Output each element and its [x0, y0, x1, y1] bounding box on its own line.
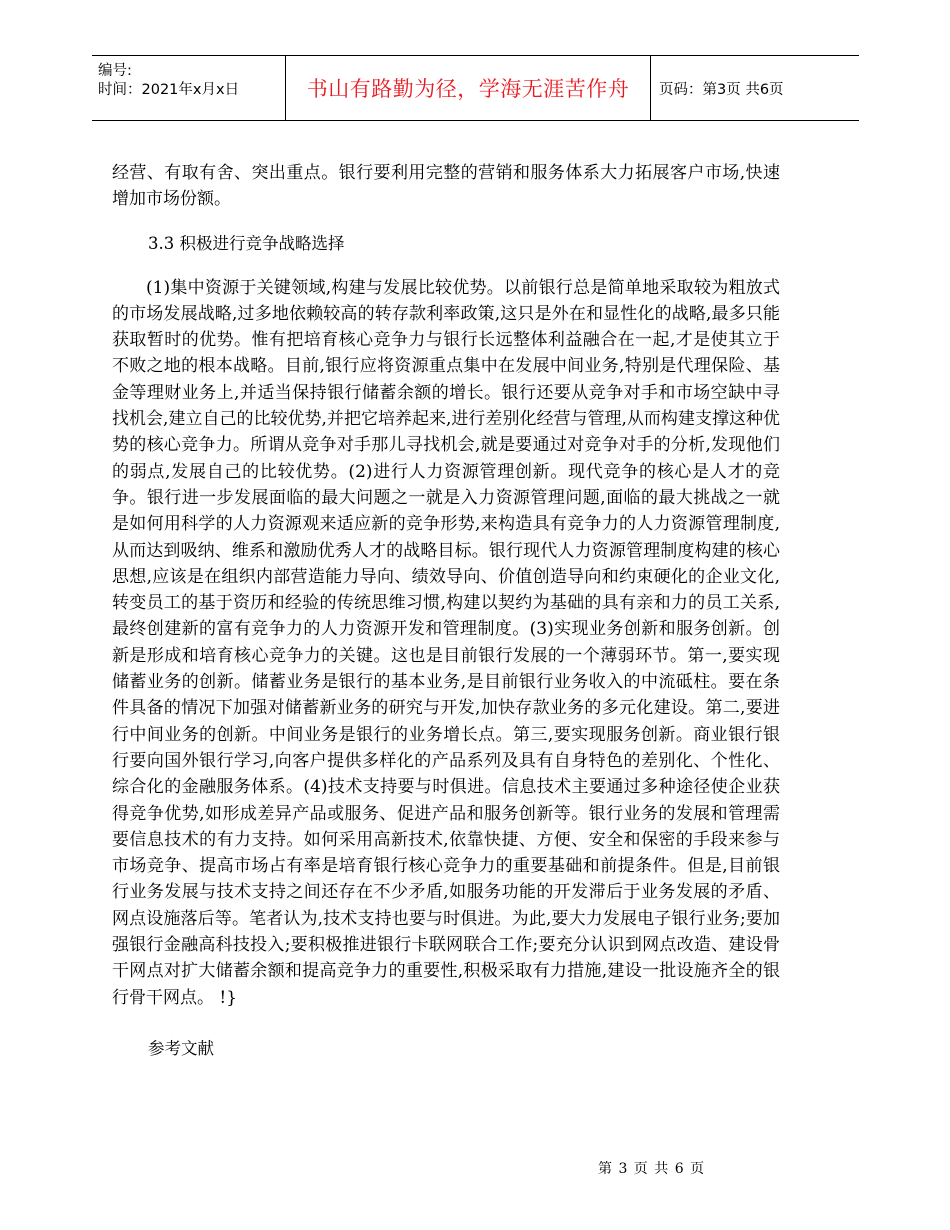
paragraph-continuation: 经营、有取有舍、突出重点。银行要利用完整的营销和服务体系大力拓展客户市场,快速增加市场份额。	[112, 163, 780, 210]
serial-label: 编号:	[98, 63, 132, 79]
page-header	[92, 55, 859, 121]
header-meta	[92, 56, 285, 120]
time-label: 时间：2021年x月x日	[98, 82, 240, 98]
references-heading: 参考文献	[148, 1038, 214, 1058]
document-body	[112, 160, 780, 1059]
section-heading: 3.3 积极进行竞争战略选择	[148, 233, 345, 253]
page-footer: 第 3 页 共 6 页	[598, 1161, 706, 1177]
header-page-label: 页码：第3页 共6页	[659, 81, 784, 98]
paragraph-main: (1)集中资源于关键领域,构建与发展比较优势。以前银行总是简单地采取较为粗放式的市场发展战略,过多地依赖较高的转存款利率政策,这只是外在和显性化的战略,最多只能获取暂时的优势。惟有把培育核心竞争力与银行长远整体利益融合在一起,才是使其立于不败之地的根本战略。目前,银行应将资源重点集中在发展中间业务,特别是代理保险、基金等理财业务上,并适当保持银行储蓄余额的增长。银行还要从竞争对手和市场空缺中寻找机会,建立自己的比较优势,并把它培养起来,进行差别化经营与管理,从而构建支撑这种优势的核心竞争力。所谓从竞争对手那儿寻找机会,就是要通过对竞争对手的分析,发现他们的弱点,发展自己的比较优势。(2)进行人力资源管理创新。现代竞争的核心是人才的竞争。银行进一步发展面临的最大问题之一就是入力资源管理问题,面临的最大挑战之一就是如何用科学的人力资源观来适应新的竞争形势,来构造具有竞争力的人力资源管理制度,从而达到吸纳、维系和激励优秀人才的战略目标。银行现代人力资源管理制度构建的核心思想,应该是在组织内部营造能力导向、绩效导向、价值创造导向和约束硬化的企业文化,转变员工的基于资历和经验的传统思维习惯,构建以契约为基础的具有亲和力的员工关系,最终创建新的富有竞争力的人力资源开发和管理制度。(3)实现业务创新和服务创新。创新是形成和培育核心竞争力的关键。这也是目前银行发展的一个薄弱环节。第一,要实现储蓄业务的创新。储蓄业务是银行的基本业务,是目前银行业务收入的中流砥柱。要在条件具备的情况下加强对储蓄新业务的研究与开发,加快存款业务的多元化建设。第二,要进行中间业务的创新。中间业务是银行的业务增长点。第三,要实现服务创新。商业银行银行要向国外银行学习,向客户提供多样化的产品系列及具有自身特色的差别化、个性化、综合化的金融服务体系。(4)技术支持要与时俱进。信息技术主要通过多种途径使企业获得竞争优势,如形成差异产品或服务、促进产品和服务创新等。银行业务的发展和管理需要信息技术的有力支持。如何采用高新技术,依靠快捷、方便、安全和保密的手段来参与市场竞争、提高市场占有率是培育银行核心竞争力的重要基础和前提条件。但是,目前银行业务发展与技术支持之间还存在不少矛盾,如服务功能的开发滞后于业务发展的矛盾、网点设施落后等。笔者认为,技术支持也要与时俱进。为此,要大力发展电子银行业务;要加强银行金融高科技投入;要积极推进银行卡联网联合工作;要充分认识到网点改造、建设骨干网点对扩大储蓄余额和提高竞争力的重要性,积极采取有力措施,建设一批设施齐全的银行骨干网点。 !}	[112, 277, 780, 1008]
header-motto: 书山有路勤为径，学海无涯苦作舟	[285, 56, 651, 120]
